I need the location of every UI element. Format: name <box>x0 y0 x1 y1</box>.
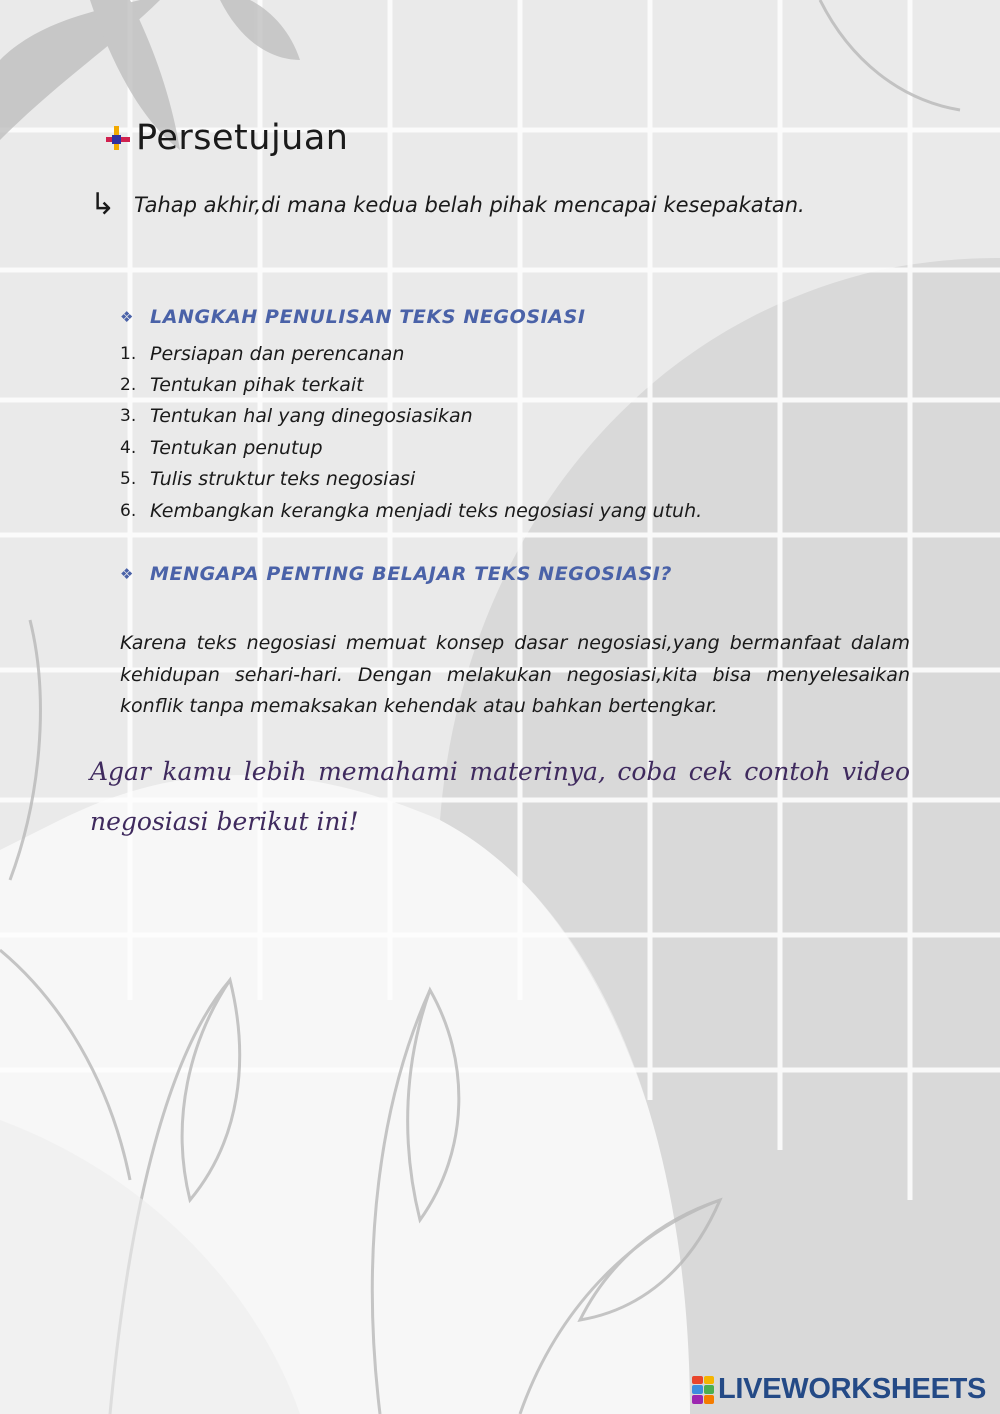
video-callout: Agar kamu lebih memahami materinya, coba cek contoh video negosiasi berikut ini! <box>90 757 910 836</box>
steps-section-title <box>120 306 586 328</box>
list-item <box>120 338 702 369</box>
step-text: Tentukan penutup <box>150 436 323 459</box>
brand-name: LIVEWORKSHEETS <box>718 1373 987 1405</box>
step-number: 3. <box>120 406 137 427</box>
step-text: Tulis struktur teks negosiasi <box>150 468 416 491</box>
step-number: 2. <box>120 375 137 396</box>
step-text: Kembangkan kerangka menjadi teks negosiasi yang utuh. <box>150 499 703 522</box>
step-number: 5. <box>120 469 137 490</box>
step-text: Tentukan pihak terkait <box>150 374 364 397</box>
diamond-bullet-icon: ❖ <box>120 308 135 326</box>
list-item <box>120 495 702 526</box>
down-right-arrow-icon: ↳ <box>90 187 116 222</box>
step-number: 6. <box>120 500 137 521</box>
step-number: 1. <box>120 343 137 364</box>
liveworksheets-logo-icon <box>692 1376 714 1404</box>
heading-text: Persetujuan <box>136 118 349 158</box>
why-paragraph: Karena teks negosiasi memuat konsep dasar negosiasi,yang bermanfaat dalam kehidupan sehari-hari. Dengan melakukan negosiasi,kita bisa menyelesaikan konflik tanpa memaksakan kehendak atau bahkan bertengkar. <box>120 632 910 717</box>
list-item <box>120 401 702 432</box>
steps-title-text: LANGKAH PENULISAN TEKS NEGOSIASI <box>150 306 586 328</box>
list-item <box>120 464 702 495</box>
why-section-title <box>120 563 672 585</box>
steps-list <box>120 338 702 526</box>
step-number: 4. <box>120 437 137 458</box>
definition-text: Tahap akhir,di mana kedua belah pihak mencapai kesepakatan. <box>134 193 805 217</box>
definition-row <box>90 187 805 222</box>
diamond-bullet-icon: ❖ <box>120 565 135 583</box>
liveworksheets-brand[interactable] <box>692 1373 986 1406</box>
list-item <box>120 369 702 400</box>
step-text: Tentukan hal yang dinegosiasikan <box>150 405 473 428</box>
why-title-text: MENGAPA PENTING BELAJAR TEKS NEGOSIASI? <box>150 563 673 585</box>
list-item <box>120 432 702 463</box>
step-text: Persiapan dan perencanan <box>150 342 405 365</box>
cross-bullet-icon <box>104 124 132 152</box>
section-heading <box>104 118 349 158</box>
